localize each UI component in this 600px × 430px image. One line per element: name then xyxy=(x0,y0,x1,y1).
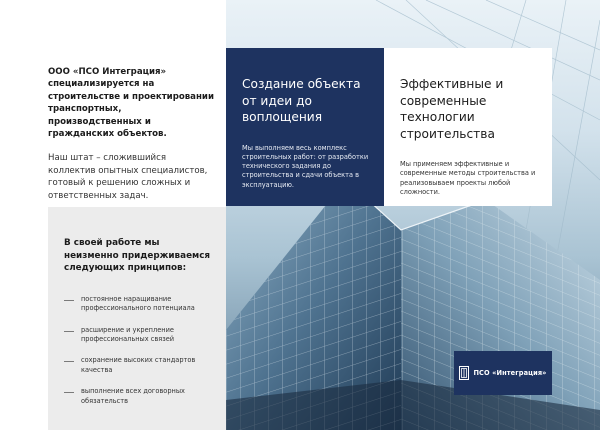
principles-heading: В своей работе мы неизменно придерживаемся следующих принципов: xyxy=(64,238,211,274)
list-item xyxy=(64,387,214,406)
company-description: ООО «ПСО Интеграция» специализируется на строительстве и проектировании транспортных, производственных и гражданских объектов. xyxy=(48,67,214,140)
principle-text: постоянное наращивание профессионального потенциала xyxy=(81,294,195,313)
principles-panel xyxy=(48,207,226,430)
logo-text: ПСО «Интеграция» xyxy=(473,369,547,377)
dash-icon xyxy=(64,331,74,332)
company-logo xyxy=(454,351,552,395)
principle-text: сохранение высоких стандартов качества xyxy=(81,356,196,374)
pso-logo-icon xyxy=(459,366,469,380)
list-item xyxy=(64,295,214,314)
card-full-cycle xyxy=(226,48,384,206)
intro-block xyxy=(48,66,216,202)
card-technologies xyxy=(384,48,552,206)
card-technologies-title: Эффективные и современные технологии строительства xyxy=(400,77,504,141)
card-technologies-text: Мы применяем эффективные и современные методы строительства и реализовываем проекты любой сложности. xyxy=(400,160,536,196)
principle-text: расширение и укрепление профессиональных связей xyxy=(81,325,175,343)
card-full-cycle-text: Мы выполняем весь комплекс строительных работ: от разработки технического задания до строительства и сдачи объекта в эксплуатацию. xyxy=(242,143,369,189)
dash-icon xyxy=(64,300,74,301)
dash-icon xyxy=(64,392,74,393)
card-full-cycle-title: Создание объекта от идеи до воплощения xyxy=(242,77,361,124)
principles-list xyxy=(64,295,214,406)
dash-icon xyxy=(64,361,74,362)
list-item xyxy=(64,356,214,375)
staff-description: Наш штат – сложившийся коллектив опытных специалистов, готовый к решению сложных и ответственных задач. xyxy=(48,153,208,201)
principle-text: выполнение всех договорных обязательств xyxy=(81,387,185,405)
list-item xyxy=(64,326,214,345)
